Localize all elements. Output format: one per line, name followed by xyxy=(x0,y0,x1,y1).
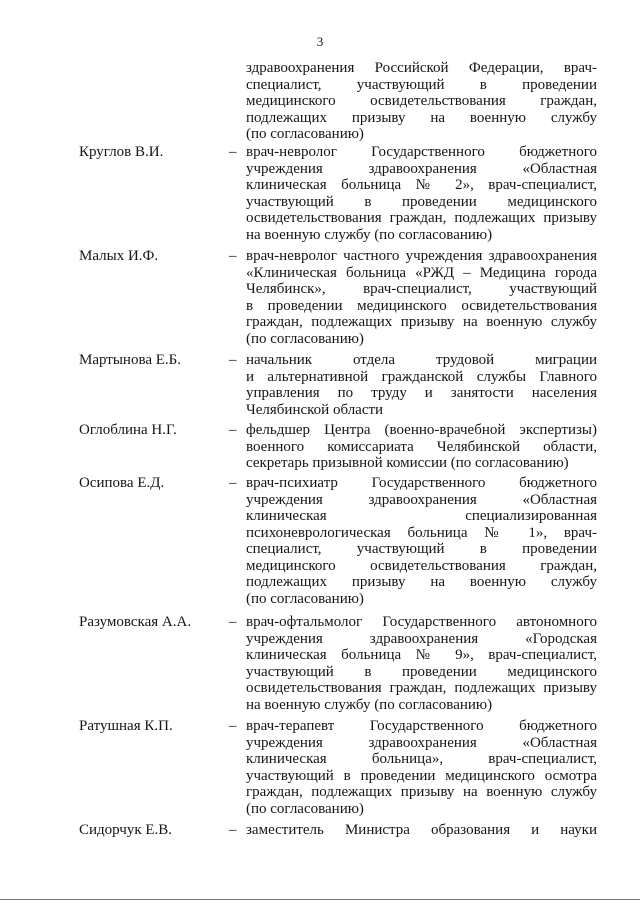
member-dash: – xyxy=(229,422,237,438)
text-line: подлежащих призыву на военную службу xyxy=(246,109,597,126)
member-dash: – xyxy=(229,144,237,160)
text-line: врач-невролог частного учреждения здравоохранения xyxy=(246,248,597,264)
text-line: клиническая больница», врач-специалист, xyxy=(246,751,597,767)
member-description xyxy=(246,718,597,817)
text-line: психоневрологическая больница № 1», врач- xyxy=(246,524,597,541)
continuation-text xyxy=(246,60,597,143)
text-line: освидетельствования граждан, подлежащих призыву xyxy=(246,680,597,696)
text-line: участвующий в проведении медицинского xyxy=(246,663,597,680)
text-line: секретарь призывной комиссии (по согласованию) xyxy=(246,455,569,471)
text-line: (по согласованию) xyxy=(246,590,364,607)
member-dash: – xyxy=(229,718,237,734)
page-number: 3 xyxy=(316,34,324,49)
member-description xyxy=(246,422,597,472)
member-description xyxy=(246,614,597,713)
text-line: военного комиссариата Челябинской области, xyxy=(246,438,597,455)
text-line: учреждения здравоохранения «Городская xyxy=(246,630,597,647)
text-line: граждан, подлежащих призыву на военную службу xyxy=(246,314,597,330)
member-dash: – xyxy=(229,248,237,264)
text-line: заместитель Министра образования и науки xyxy=(246,822,597,838)
text-line: (по согласованию) xyxy=(246,330,364,347)
text-line: на военную службу (по согласованию) xyxy=(246,226,493,243)
member-description xyxy=(246,248,597,347)
text-line: клиническая больница № 9», врач-специалист, xyxy=(246,647,597,663)
text-line: специалист, участвующий в проведении xyxy=(246,541,597,557)
member-dash: – xyxy=(229,352,237,368)
text-line: учреждения здравоохранения «Областная xyxy=(246,734,597,751)
text-line: врач-психиатр Государственного бюджетного xyxy=(246,475,597,491)
member-name: Разумовская А.А. xyxy=(79,614,192,630)
text-line: медицинского освидетельствования граждан, xyxy=(246,93,597,109)
text-line: управления по труду и занятости населения xyxy=(246,385,597,401)
member-name: Круглов В.И. xyxy=(79,144,164,160)
text-line: врач-терапевт Государственного бюджетного xyxy=(246,718,597,734)
member-description xyxy=(246,475,597,607)
text-line: в проведении медицинского освидетельствования xyxy=(246,297,597,314)
text-line: медицинского освидетельствования граждан, xyxy=(246,557,597,574)
member-dash: – xyxy=(229,614,237,630)
text-line: клиническая специализированная xyxy=(246,508,597,524)
text-line: врач-офтальмолог Государственного автономного xyxy=(246,614,597,630)
member-description xyxy=(246,144,597,243)
member-dash: – xyxy=(229,822,237,838)
member-name: Малых И.Ф. xyxy=(79,248,159,264)
text-line: участвующий в проведении медицинского xyxy=(246,193,597,210)
text-line: начальник отдела трудовой миграции xyxy=(246,352,597,368)
member-dash: – xyxy=(229,475,237,491)
text-line: (по согласованию) xyxy=(246,126,364,142)
text-line: (по согласованию) xyxy=(246,800,364,817)
text-line: клиническая больница № 2», врач-специалист, xyxy=(246,177,597,193)
text-line: на военную службу (по согласованию) xyxy=(246,696,493,713)
text-line: Челябинской области xyxy=(246,401,384,418)
page-bottom-edge xyxy=(0,899,640,900)
text-line: граждан, подлежащих призыву на военную службу xyxy=(246,784,597,800)
member-name: Мартынова Е.Б. xyxy=(79,352,182,368)
member-name: Оглоблина Н.Г. xyxy=(79,422,177,438)
member-name: Ратушная К.П. xyxy=(79,718,173,734)
member-name: Осипова Е.Д. xyxy=(79,475,165,491)
member-name: Сидорчук Е.В. xyxy=(79,822,173,838)
member-description xyxy=(246,352,597,418)
text-line: учреждения здравоохранения «Областная xyxy=(246,491,597,508)
member-description xyxy=(246,822,597,839)
text-line: Челябинск», врач-специалист, участвующий xyxy=(246,281,597,297)
text-line: подлежащих призыву на военную службу xyxy=(246,574,597,590)
text-line: здравоохранения Российской Федерации, врач- xyxy=(246,60,597,76)
text-line: «Клиническая больница «РЖД – Медицина города xyxy=(246,264,597,281)
text-line: учреждения здравоохранения «Областная xyxy=(246,160,597,177)
text-line: и альтернативной гражданской службы Главного xyxy=(246,368,597,385)
text-line: врач-невролог Государственного бюджетного xyxy=(246,144,597,160)
text-line: фельдшер Центра (военно-врачебной экспертизы) xyxy=(246,422,597,438)
text-line: специалист, участвующий в проведении xyxy=(246,76,597,93)
text-line: участвующий в проведении медицинского осмотра xyxy=(246,767,597,784)
text-line: освидетельствования граждан, подлежащих призыву xyxy=(246,210,597,226)
